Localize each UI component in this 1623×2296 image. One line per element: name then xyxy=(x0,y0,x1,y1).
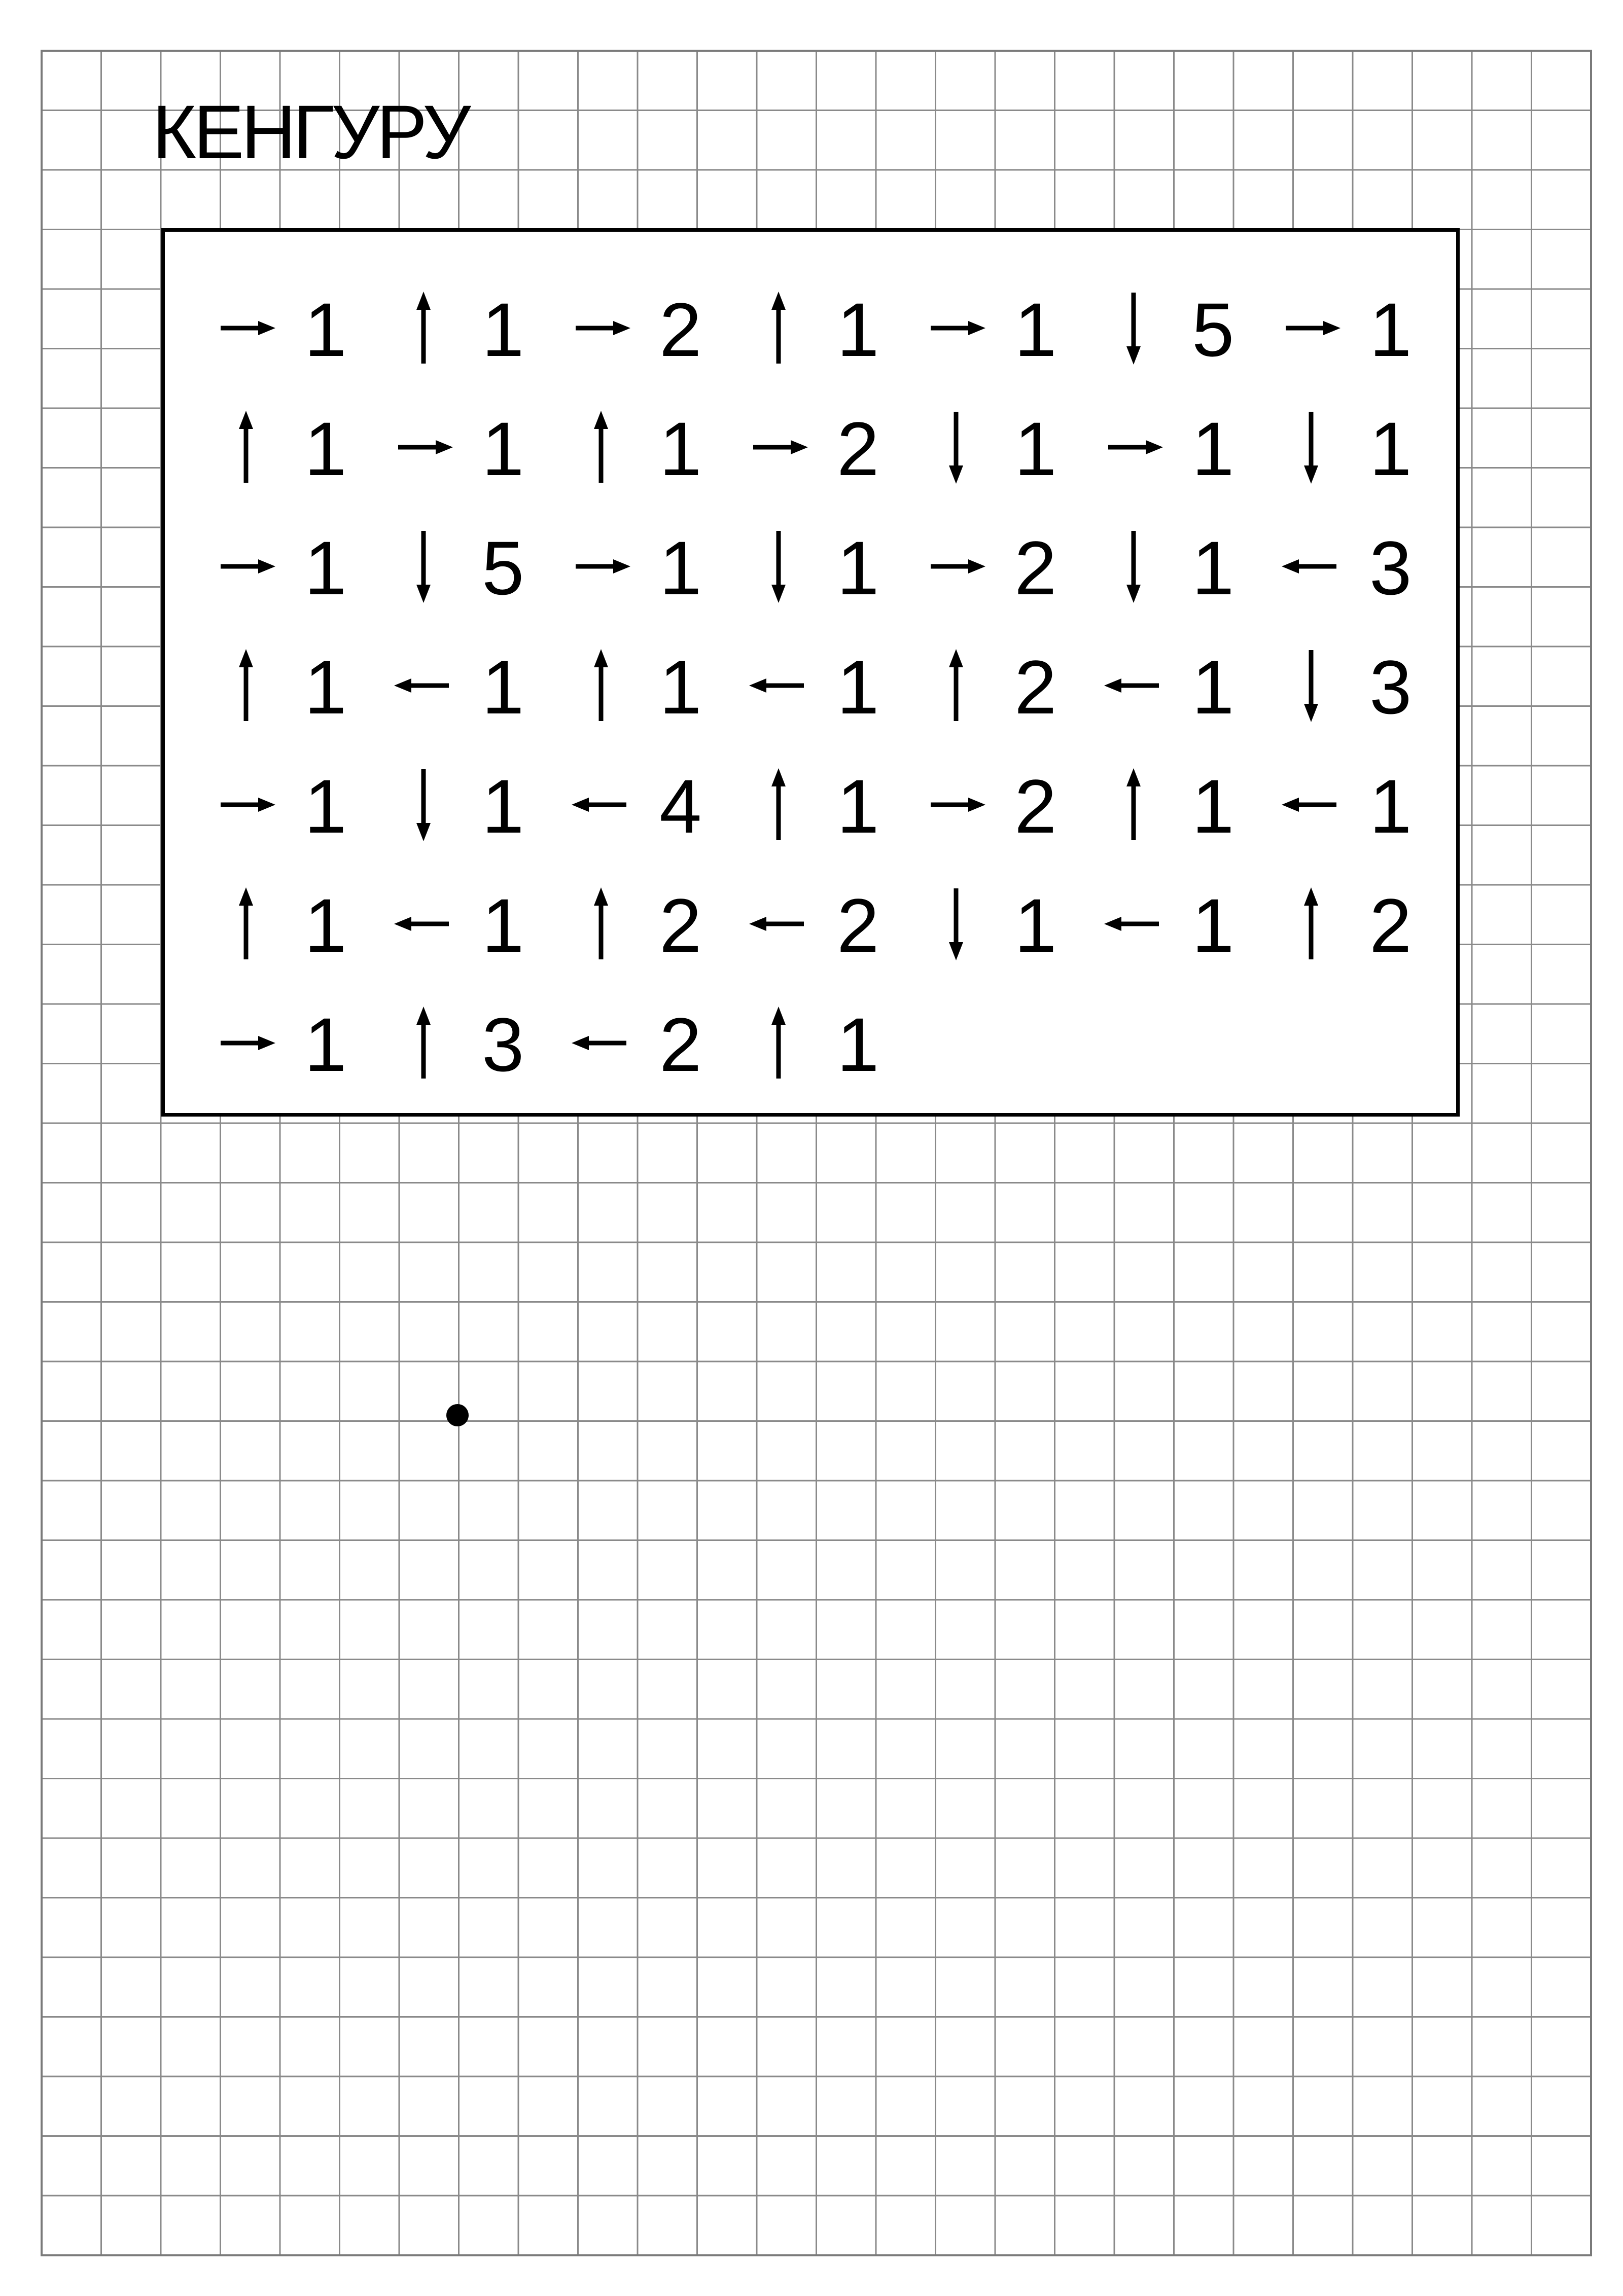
step-count: 1 xyxy=(1014,406,1057,491)
arrow-up-icon xyxy=(748,1002,809,1084)
arrow-left-icon xyxy=(1281,526,1342,607)
step-count: 3 xyxy=(482,1002,524,1087)
arrow-left-icon xyxy=(1281,764,1342,845)
step-count: 1 xyxy=(304,764,347,849)
step-count: 1 xyxy=(304,525,347,611)
instruction-step xyxy=(1103,516,1255,617)
arrow-up-icon xyxy=(1103,764,1164,845)
arrow-right-icon xyxy=(926,288,986,369)
step-count: 1 xyxy=(659,525,702,611)
instruction-step xyxy=(926,516,1078,617)
step-count: 2 xyxy=(1014,764,1057,849)
arrow-left-icon xyxy=(393,883,454,964)
arrow-down-icon xyxy=(393,764,454,845)
step-count: 1 xyxy=(1192,525,1234,611)
step-count: 2 xyxy=(1014,644,1057,730)
instruction-step xyxy=(748,992,900,1094)
instruction-step xyxy=(571,992,723,1094)
step-count: 1 xyxy=(1014,883,1057,968)
arrow-left-icon xyxy=(748,645,809,726)
step-count: 2 xyxy=(659,287,702,372)
step-count: 3 xyxy=(1369,644,1412,730)
step-count: 4 xyxy=(659,764,702,849)
step-count: 1 xyxy=(482,644,524,730)
instruction-step xyxy=(926,397,1078,498)
start-dot-icon xyxy=(442,1400,473,1430)
instruction-step xyxy=(1281,516,1433,617)
instruction-step xyxy=(216,516,368,617)
step-count: 1 xyxy=(304,1002,347,1087)
step-count: 2 xyxy=(1369,883,1412,968)
instruction-step xyxy=(1103,397,1255,498)
instruction-step xyxy=(216,754,368,855)
step-count: 5 xyxy=(1192,287,1234,372)
instruction-step xyxy=(1103,754,1255,855)
step-count: 1 xyxy=(837,525,879,611)
instruction-step xyxy=(1281,873,1433,975)
arrow-left-icon xyxy=(1103,883,1164,964)
arrow-down-icon xyxy=(926,883,986,964)
instruction-step xyxy=(926,754,1078,855)
arrow-down-icon xyxy=(748,526,809,607)
instruction-step xyxy=(926,635,1078,736)
instruction-step xyxy=(1103,635,1255,736)
instruction-step xyxy=(571,397,723,498)
arrow-up-icon xyxy=(926,645,986,726)
instruction-step xyxy=(393,992,545,1094)
step-count: 1 xyxy=(1192,406,1234,491)
step-count: 1 xyxy=(837,644,879,730)
instruction-step xyxy=(1281,754,1433,855)
step-count: 2 xyxy=(659,1002,702,1087)
step-count: 2 xyxy=(1014,525,1057,611)
arrow-left-icon xyxy=(393,645,454,726)
arrow-up-icon xyxy=(216,407,276,488)
instruction-step xyxy=(216,277,368,379)
instruction-step xyxy=(926,873,1078,975)
arrow-down-icon xyxy=(926,407,986,488)
step-count: 1 xyxy=(1192,644,1234,730)
step-count: 2 xyxy=(837,406,879,491)
arrow-down-icon xyxy=(393,526,454,607)
arrow-right-icon xyxy=(1103,407,1164,488)
instruction-step xyxy=(748,873,900,975)
step-count: 3 xyxy=(1369,525,1412,611)
arrow-right-icon xyxy=(216,288,276,369)
step-count: 1 xyxy=(304,644,347,730)
arrow-right-icon xyxy=(216,1002,276,1084)
step-count: 1 xyxy=(659,644,702,730)
arrow-up-icon xyxy=(748,288,809,369)
step-count: 1 xyxy=(1192,883,1234,968)
instruction-step xyxy=(1281,277,1433,379)
instruction-step xyxy=(748,516,900,617)
step-count: 1 xyxy=(304,287,347,372)
arrow-up-icon xyxy=(393,288,454,369)
instruction-step xyxy=(216,873,368,975)
arrow-right-icon xyxy=(748,407,809,488)
step-count: 1 xyxy=(837,764,879,849)
instruction-step xyxy=(1281,635,1433,736)
step-count: 1 xyxy=(482,287,524,372)
step-count: 2 xyxy=(659,883,702,968)
step-count: 1 xyxy=(1014,287,1057,372)
arrow-up-icon xyxy=(571,645,631,726)
step-count: 1 xyxy=(1369,287,1412,372)
arrow-up-icon xyxy=(748,764,809,845)
instruction-step xyxy=(393,277,545,379)
arrow-right-icon xyxy=(216,526,276,607)
instruction-step xyxy=(393,397,545,498)
arrow-down-icon xyxy=(1281,645,1342,726)
instruction-step xyxy=(216,992,368,1094)
step-count: 1 xyxy=(482,883,524,968)
arrow-right-icon xyxy=(926,526,986,607)
instruction-panel xyxy=(161,228,1460,1117)
step-count: 2 xyxy=(837,883,879,968)
arrow-right-icon xyxy=(393,407,454,488)
instruction-step xyxy=(571,873,723,975)
step-count: 1 xyxy=(1192,764,1234,849)
step-count: 1 xyxy=(482,764,524,849)
instruction-step xyxy=(393,635,545,736)
arrow-down-icon xyxy=(1281,407,1342,488)
instruction-step xyxy=(748,397,900,498)
step-count: 1 xyxy=(1369,406,1412,491)
arrow-up-icon xyxy=(571,883,631,964)
instruction-step xyxy=(1103,873,1255,975)
arrow-down-icon xyxy=(1103,288,1164,369)
step-count: 1 xyxy=(1369,764,1412,849)
instruction-step xyxy=(393,873,545,975)
worksheet-title: КЕНГУРУ xyxy=(152,89,468,174)
instruction-step xyxy=(393,754,545,855)
arrow-up-icon xyxy=(216,883,276,964)
arrow-left-icon xyxy=(571,1002,631,1084)
instruction-step xyxy=(571,635,723,736)
arrow-left-icon xyxy=(1103,645,1164,726)
instruction-step xyxy=(1281,397,1433,498)
arrow-up-icon xyxy=(571,407,631,488)
step-count: 1 xyxy=(837,287,879,372)
step-count: 5 xyxy=(482,525,524,611)
step-count: 1 xyxy=(304,406,347,491)
instruction-step xyxy=(571,516,723,617)
arrow-right-icon xyxy=(571,288,631,369)
arrow-up-icon xyxy=(1281,883,1342,964)
arrow-right-icon xyxy=(216,764,276,845)
step-count: 1 xyxy=(482,406,524,491)
arrow-up-icon xyxy=(393,1002,454,1084)
instruction-step xyxy=(571,277,723,379)
arrow-left-icon xyxy=(571,764,631,845)
instruction-step xyxy=(216,397,368,498)
step-count: 1 xyxy=(659,406,702,491)
arrow-right-icon xyxy=(571,526,631,607)
arrow-right-icon xyxy=(926,764,986,845)
arrow-down-icon xyxy=(1103,526,1164,607)
instruction-step xyxy=(748,635,900,736)
instruction-step xyxy=(926,277,1078,379)
instruction-step xyxy=(748,754,900,855)
instruction-step xyxy=(571,754,723,855)
instruction-step xyxy=(393,516,545,617)
instruction-step xyxy=(748,277,900,379)
arrow-up-icon xyxy=(216,645,276,726)
arrow-left-icon xyxy=(748,883,809,964)
arrow-right-icon xyxy=(1281,288,1342,369)
step-count: 1 xyxy=(837,1002,879,1087)
step-count: 1 xyxy=(304,883,347,968)
instruction-step xyxy=(216,635,368,736)
instruction-step xyxy=(1103,277,1255,379)
